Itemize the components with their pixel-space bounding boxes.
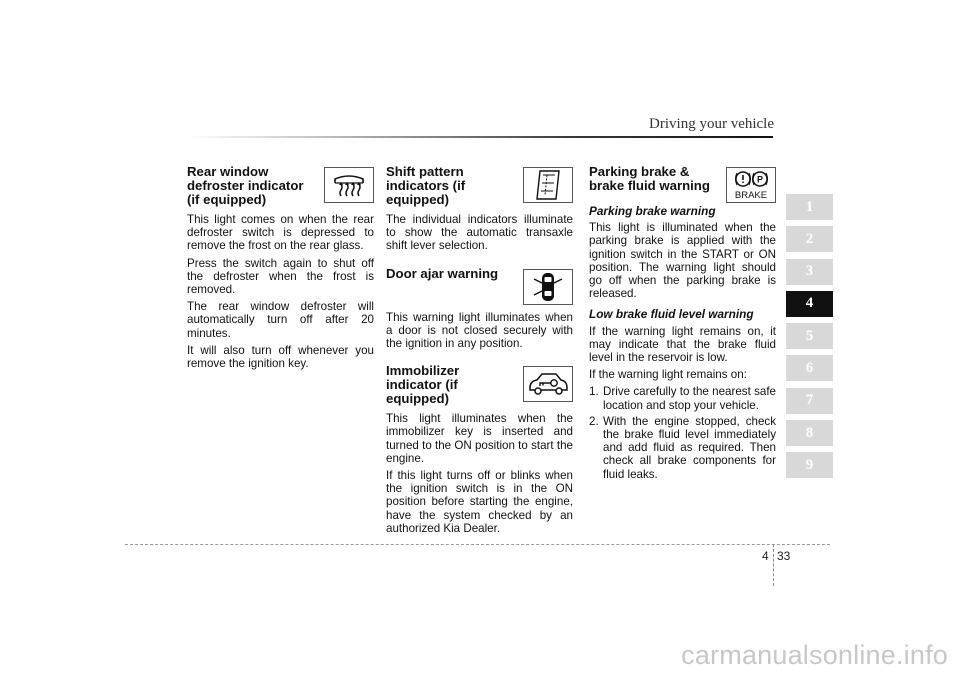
immobilizer-car-key-icon (523, 366, 573, 402)
brake-fluid-para-2: If the warning light remains on: (589, 368, 747, 382)
column-2 (386, 165, 573, 539)
chapter-tab-3[interactable]: 3 (786, 259, 833, 285)
brake-icon-label: BRAKE (734, 190, 768, 201)
immobilizer-para-2: If this light turns off or blinks when the ignition switch is in the ON position before starting the engine, have the system checked by an authorized Kia Dealer. (386, 469, 573, 535)
door-heading (386, 267, 573, 305)
list-item (589, 415, 776, 481)
page-header-title: Driving your vehicle (649, 116, 774, 132)
brake-title: Parking brake & brake fluid warning (589, 164, 710, 193)
defroster-heading (187, 165, 374, 207)
shift-title: Shift pattern indicators (if equipped) (386, 164, 466, 207)
door-title: Door ajar warning (386, 265, 499, 281)
page-number-separator (773, 544, 774, 586)
brake-fluid-para-1: If the warning light remains on, it may indicate that the brake fluid level in the reservoir is low. (589, 324, 776, 365)
brake-fluid-subheading: Low brake fluid level warning (589, 307, 754, 322)
door-para-1: This warning light illuminates when a door is not closed securely with the ignition in any position. (386, 310, 573, 351)
column-1 (187, 165, 374, 374)
chapter-tab-8[interactable]: 8 (786, 420, 833, 446)
chapter-tab-5[interactable]: 5 (786, 323, 833, 349)
chapter-tab-1[interactable]: 1 (786, 194, 833, 220)
shift-para-1: The individual indicators illuminate to show the automatic transaxle shift lever selection. (386, 213, 573, 253)
immobilizer-title: Immobilizer indicator (if equipped) (386, 363, 460, 407)
rear-defroster-icon (324, 167, 374, 203)
list-item (589, 385, 776, 411)
watermark: carmanualsonline.info (681, 640, 948, 670)
immobilizer-para-1: This light illuminates when the immobilizer key is inserted and turned to the ON position to start the engine. (386, 412, 573, 465)
list-number: 2. (589, 414, 599, 428)
door-ajar-icon (523, 269, 573, 305)
chapter-tab-9[interactable]: 9 (786, 452, 833, 478)
svg-text:P: P (756, 174, 764, 185)
shift-heading (386, 165, 573, 207)
shift-pattern-icon (523, 167, 573, 203)
brake-warning-icon (726, 167, 776, 203)
chapter-tabs (786, 194, 833, 485)
defroster-para-2: Press the switch again to shut off the defroster when the frost is removed. (187, 256, 374, 297)
header-rule (187, 136, 773, 138)
page-chapter-number: 4 (762, 549, 769, 563)
immobilizer-heading (386, 364, 573, 406)
page-number-value: 33 (777, 549, 791, 563)
parking-brake-subheading: Parking brake warning (589, 204, 716, 218)
chapter-tab-7[interactable]: 7 (786, 388, 833, 414)
list-text: With the engine stopped, check the brake fluid level immediately and add fluid as required. Then check all brake components for fluid leaks. (603, 414, 776, 481)
defroster-para-3: The rear window defroster will automatically turn off after 20 minutes. (187, 300, 374, 340)
list-number: 1. (589, 385, 599, 399)
chapter-tab-6[interactable]: 6 (786, 355, 833, 381)
chapter-tab-2[interactable]: 2 (786, 226, 833, 252)
list-text: Drive carefully to the nearest safe location and stop your vehicle. (603, 385, 776, 412)
column-3 (589, 165, 776, 484)
defroster-para-1: This light comes on when the rear defroster switch is depressed to remove the frost on the rear glass. (187, 213, 374, 253)
parking-brake-para: This light is illuminated when the parking brake is applied with the ignition switch in the START or ON position. The warning light should go off when the parking brake is released. (589, 221, 776, 301)
brake-heading (589, 165, 776, 203)
footer-rule (125, 544, 830, 545)
defroster-title: Rear window defroster indicator (if equipped) (187, 164, 304, 207)
defroster-para-4: It will also turn off whenever you remove the ignition key. (187, 343, 374, 371)
chapter-tab-4[interactable]: 4 (786, 291, 833, 317)
